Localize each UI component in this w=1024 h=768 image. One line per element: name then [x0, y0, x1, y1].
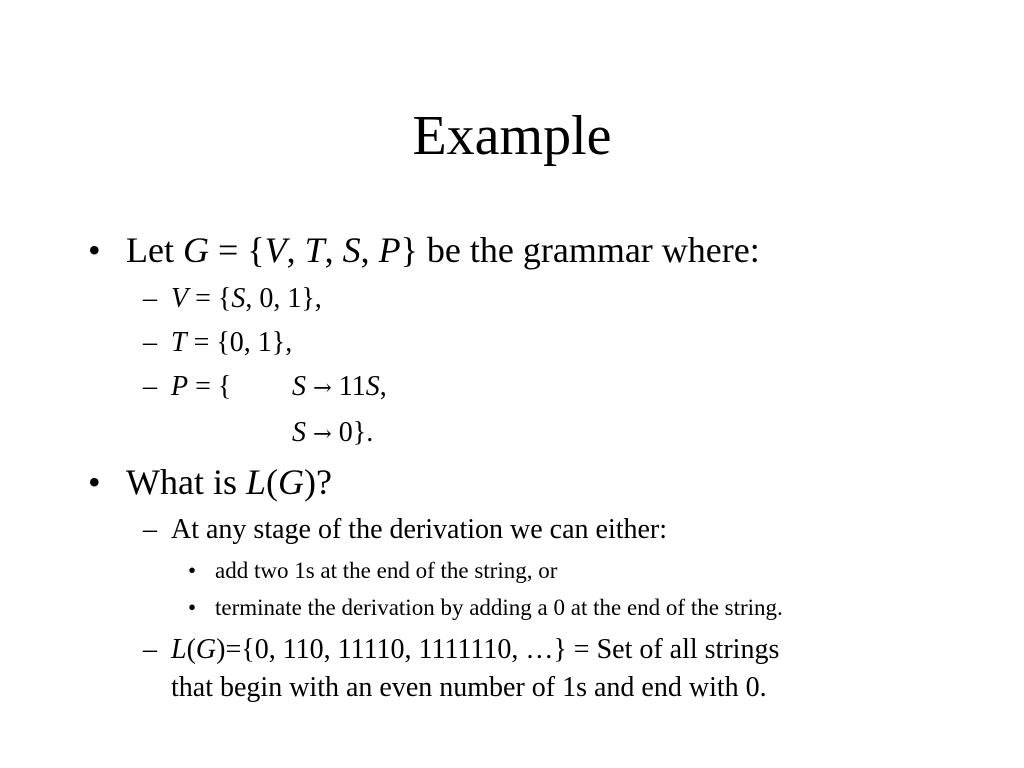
- dash-marker: –: [143, 283, 157, 314]
- symbol-P: P: [171, 371, 189, 402]
- dash-marker: –: [143, 634, 157, 665]
- bullet-marker: •: [88, 230, 101, 270]
- symbol-V: V: [264, 230, 287, 270]
- symbol-G: G: [278, 462, 305, 502]
- text: )={0, 110, 11110, 1111110, …} = Set of all strings: [216, 634, 780, 665]
- symbol-G: G: [195, 634, 217, 665]
- symbol-P: P: [378, 230, 401, 270]
- text: = {0, 1},: [186, 327, 293, 358]
- grammar-definition-line: [126, 229, 760, 271]
- dash-marker: –: [143, 371, 157, 402]
- derivation-stage-line: At any stage of the derivation we can either:: [171, 514, 668, 545]
- text: , 0, 1},: [245, 283, 322, 314]
- text: 11: [331, 371, 366, 402]
- text: (: [186, 634, 196, 665]
- dash-marker: –: [143, 514, 157, 545]
- text: 0}.: [331, 417, 374, 448]
- terminals-line: [171, 326, 292, 360]
- text: (: [266, 462, 279, 502]
- text: = {: [188, 371, 232, 402]
- symbol-V: V: [171, 283, 189, 314]
- symbol-S: S: [292, 417, 306, 448]
- symbol-S: S: [342, 230, 361, 270]
- text: What is: [126, 462, 246, 502]
- text: )?: [304, 462, 332, 502]
- language-definition-continuation: that begin with an even number of 1s and end with 0.: [171, 672, 767, 703]
- small-bullet-marker: •: [188, 595, 197, 620]
- text: ,: [324, 230, 343, 270]
- option-terminate: terminate the derivation by adding a 0 at the end of the string.: [215, 595, 783, 620]
- question-line: [126, 461, 332, 503]
- symbol-L: L: [171, 634, 187, 665]
- text: = {: [188, 283, 232, 314]
- variables-line: [171, 282, 322, 316]
- symbol-T: T: [304, 230, 325, 270]
- arrow-icon: →: [313, 375, 332, 401]
- production-rule-1: [292, 370, 387, 405]
- productions-line: [171, 370, 231, 404]
- text: Let: [126, 230, 183, 270]
- bullet-marker: •: [88, 462, 101, 502]
- option-add-two-ones: add two 1s at the end of the string, or: [215, 558, 558, 583]
- symbol-G: G: [182, 230, 209, 270]
- language-definition-line: [171, 633, 779, 667]
- slide-title: Example: [412, 105, 612, 167]
- symbol-T: T: [171, 327, 187, 358]
- production-rule-2: [292, 416, 373, 451]
- text: ,: [286, 230, 305, 270]
- dash-marker: –: [143, 327, 157, 358]
- small-bullet-marker: •: [188, 558, 197, 583]
- symbol-S: S: [292, 371, 306, 402]
- text: = {: [208, 230, 265, 270]
- text: ,: [379, 371, 387, 402]
- symbol-S: S: [365, 371, 380, 402]
- symbol-S: S: [231, 283, 246, 314]
- arrow-icon: →: [313, 421, 332, 447]
- symbol-L: L: [245, 462, 267, 502]
- text: ,: [360, 230, 379, 270]
- text: } be the grammar where:: [400, 230, 760, 270]
